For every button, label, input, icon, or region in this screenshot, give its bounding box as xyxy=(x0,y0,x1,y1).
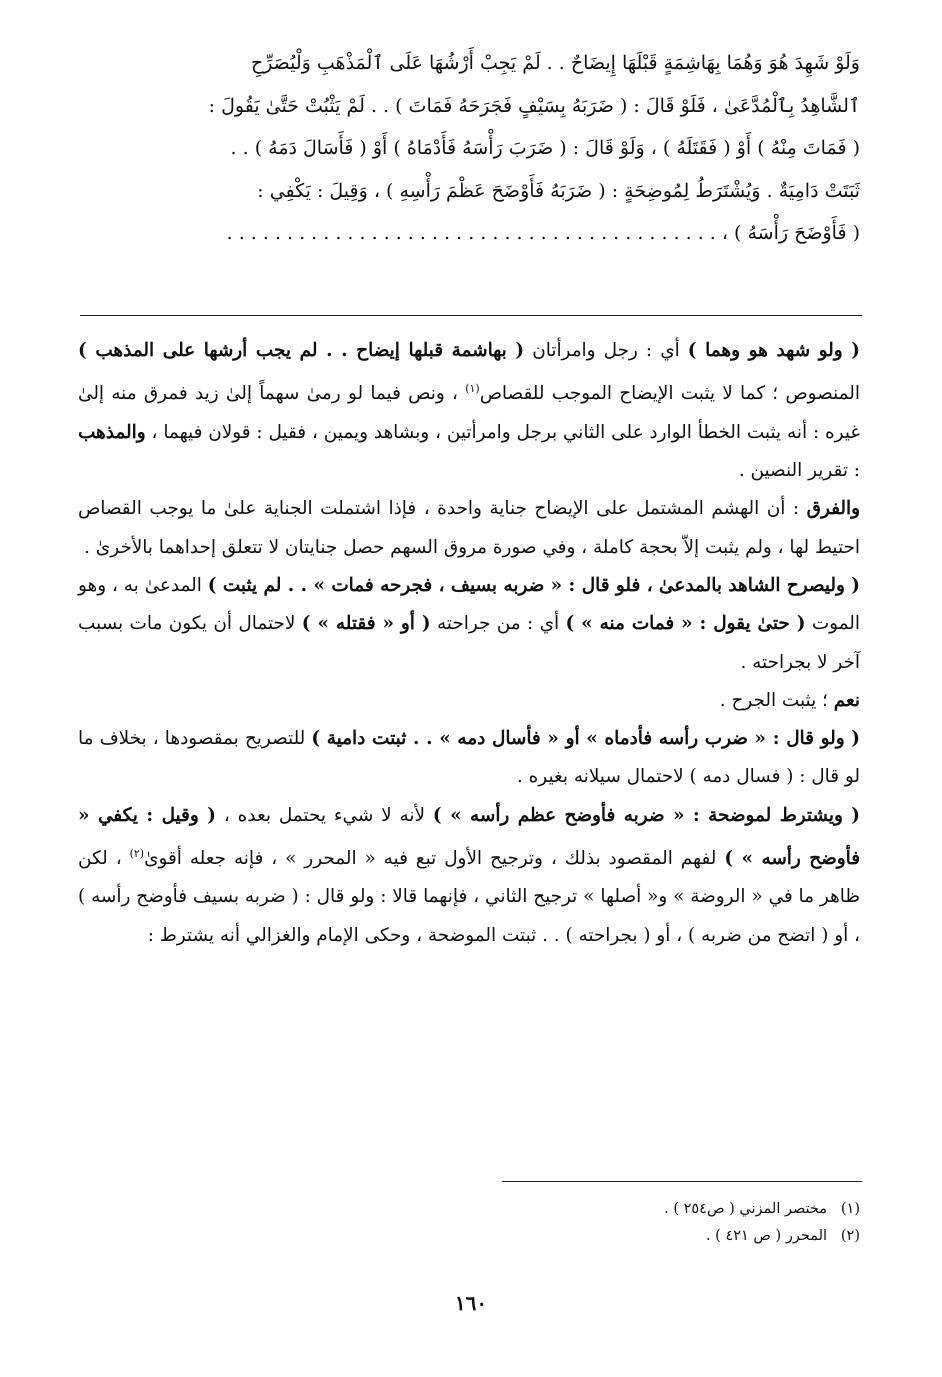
main-text-block xyxy=(78,42,860,255)
commentary-text: لاحتمال أن يكون مات بسبب آخر لا بجراحته . xyxy=(78,613,860,673)
footnote-text: المحرر ( ص ٤٢١ ) . xyxy=(705,1228,828,1244)
matn-line: ثَبَتَتْ دَامِيَةٌ . وَيُشْتَرَطُ لِمُوضِحَةٍ : ( ضَرَبَهُ فَأَوْضَحَ عَظْمَ رَأْسِهِ ) ، وَقِيلَ : يَكْفِي : xyxy=(257,179,860,202)
commentary-text: : تقرير النصين . xyxy=(738,460,860,482)
commentary-paragraph xyxy=(78,797,860,955)
commentary-text: المنصوص ؛ كما لا يثبت الإيضاح الموجب للقصاص xyxy=(479,383,860,405)
footnotes xyxy=(300,1196,860,1250)
page-number: ١٦٠ xyxy=(454,1291,488,1315)
text-separator-line xyxy=(80,315,862,316)
quoted-matn: ( بهاشمة قبلها إيضاح . . لم يجب أرشها على المذهب ) xyxy=(78,340,525,361)
commentary-paragraph xyxy=(78,682,860,720)
matn-line: ( فَأَوْضَحَ رَأْسَهُ ) ، . . . . . . . . . . . . . . . . . . . . . . . . . . . . . . . . . . . . . . . . . xyxy=(226,222,860,244)
quoted-matn: ( أو « فقتله » ) xyxy=(301,613,431,635)
commentary-text: لفهم المقصود بذلك ، وترجيح الأول تبع فيه « المحرر » ، فإنه جعله أقوىٰ xyxy=(144,848,725,870)
commentary-text: ؛ يثبت الجرح . xyxy=(719,689,834,711)
footnote-number: (٢) xyxy=(840,1228,860,1244)
quoted-matn: ( ولو قال : « ضرب رأسه فأدماه » أو « فأسال دمه » . . ثبتت دامية ) xyxy=(311,728,861,750)
commentary-text: أي : من جراحته xyxy=(430,613,566,635)
commentary-paragraph xyxy=(78,332,860,490)
quoted-matn: ( وقيل : يكفي « فأوضح رأسه » ) xyxy=(78,804,861,870)
quoted-matn: ( وليصرح الشاهد بالمدعىٰ ، فلو قال : « ضربه بسيف ، فجرحه فمات » . . لم يثبت ) xyxy=(207,574,860,596)
commentary-text: ، لكن ظاهر ما في « الروضة » و« أصلها » ترجيح الثاني ، فإنهما قالا : ولو قال : ( ضربه بسيف فأوضح رأسه ) ، أو ( اتضح من ضربه ) ، أو ( بجراحته ) . . ثبتت الموضحة ، وحكى الإمام والغزالي أنه يشترط : xyxy=(78,848,860,946)
footnote xyxy=(300,1196,860,1223)
commentary-text: المدعىٰ به ، وهو الموت xyxy=(78,574,861,635)
commentary-paragraph xyxy=(78,490,860,567)
keyword: والمذهب xyxy=(78,421,146,443)
commentary-text: ، ونص فيما لو رمىٰ سهماً إلىٰ زيد فمرق منه إلىٰ غيره : أنه يثبت الخطأ الوارد على الثاني برجل وامرأتين ، وبشاهد ويمين ، فقيل : قولان فيهما ، xyxy=(78,383,860,443)
commentary-paragraph xyxy=(78,720,860,797)
footnote xyxy=(300,1223,860,1250)
quoted-matn: ( ولو شهد هو وهما ) xyxy=(687,340,860,361)
footnote-marker[interactable]: (٢) xyxy=(129,846,145,860)
quoted-matn: ( ويشترط لموضحة : « ضربه فأوضح عظم رأسه » ) xyxy=(432,804,861,826)
commentary-text: للتصريح بمقصودها ، بخلاف ما لو قال : ( فسال دمه ) لاحتمال سيلانه بغيره . xyxy=(78,728,860,788)
matn-line: ( فَمَاتَ مِنْهُ ) أَوْ ( فَقَتَلَهُ ) ، وَلَوْ قَالَ : ( ضَرَبَ رَأْسَهُ فَأَدْمَاهُ ) أَوْ ( فَأَسَالَ دَمَهُ ) . . xyxy=(230,137,860,159)
commentary-text: لأنه لا شيء يحتمل بعده ، xyxy=(215,804,433,826)
footnote-separator xyxy=(502,1181,862,1182)
footnote-number: (١) xyxy=(840,1201,860,1217)
keyword: والفرق xyxy=(806,498,860,520)
commentary-text: أي : رجل وامرأتان xyxy=(524,340,688,361)
footnote-text: مختصر المزني ( ص٢٥٤ ) . xyxy=(664,1201,828,1217)
matn-line: ٱلشَّاهِدُ بِٱلْمُدَّعَىٰ ، فَلَوْ قَالَ : ( ضَرَبَهُ بِسَيْفٍ فَجَرَحَهُ فَمَاتَ ) . . لَمْ يَثْبُتْ حَتَّىٰ يَقُولَ : xyxy=(208,94,860,117)
footnote-marker[interactable]: (١) xyxy=(465,382,480,396)
commentary-block xyxy=(78,332,860,955)
commentary-paragraph xyxy=(78,567,860,682)
commentary-text: : أن الهشم المشتمل على الإيضاح جناية واحدة ، فإذا اشتملت الجناية علىٰ ما يوجب القصاص احتيط لها ، ولم يثبت إلاّ بحجة كاملة ، وفي صورة مروق السهم حصل جنايتان لا تتعلق إحداهما بالأخرىٰ . xyxy=(78,498,860,558)
matn-line: وَلَوْ شَهِدَ هُوَ وَهُمَا بِهَاشِمَةٍ قَبْلَهَا إِيضَاحٌ . . لَمْ يَجِبْ أَرْشُهَا عَلَى ٱلْمَذْهَبِ وَلْيُصَرِّحِ xyxy=(250,52,860,74)
keyword: نعم xyxy=(833,689,860,711)
quoted-matn: ( حتىٰ يقول : « فمات منه » ) xyxy=(565,613,806,635)
